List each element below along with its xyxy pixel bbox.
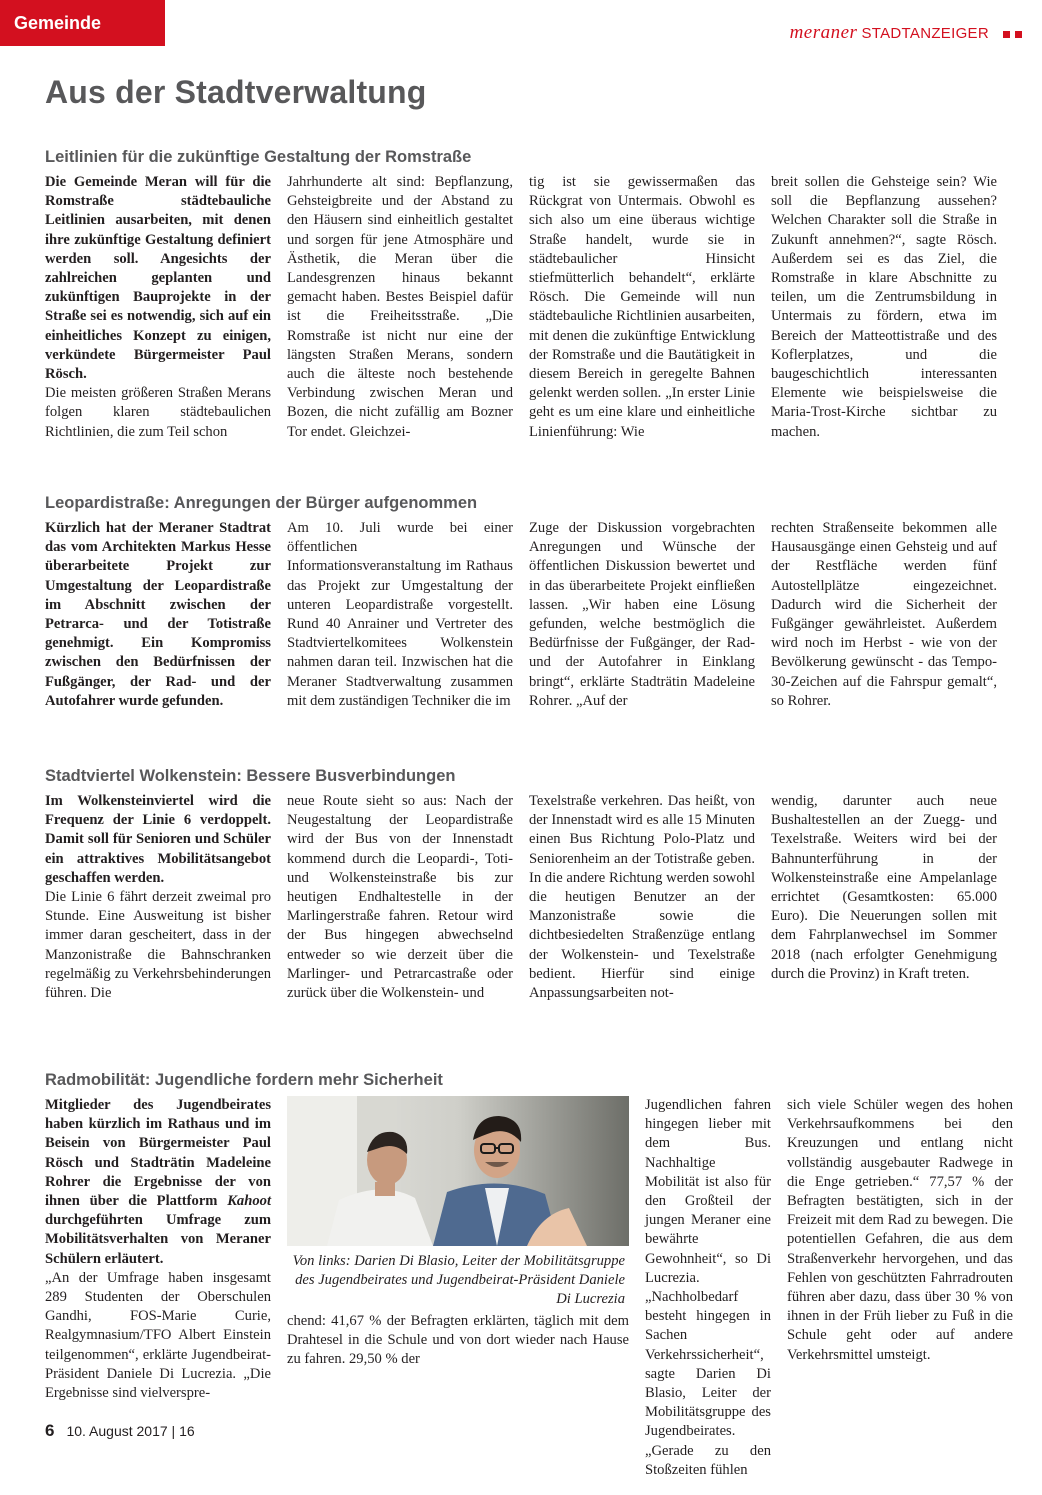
column-4 [771, 173, 997, 442]
column-1 [45, 519, 271, 711]
article-body: Am 10. Juli wurde bei einer öffentlichen Informationsveranstaltung im Rathaus das Projekt zur Umgestaltung der unteren Leopardistraße vorgestellt. Rund 40 Anrainer und Vertreter des Stadtviertelkomitees Wolkenstein nahmen daran teil. Inzwischen hat die Meraner Stadtverwaltung zusammen mit dem zuständigen Techniker die im [287, 520, 513, 709]
photo-two-young-men [287, 1096, 629, 1246]
platform-name: Kahoot [227, 1193, 271, 1210]
article-lead: Kürzlich hat der Meraner Stadtrat das vom Architekten Markus Hesse überarbeitete Projekt zur Umgestaltung der Leopardistraße im Abschnitt zwischen der Petrarca- und der Totistraße genehmigt. Ein Kompromiss zwischen den Bedürfnissen der Fußgänger, der Rad- und der Autofahrer wurde gefunden. [45, 520, 271, 709]
article-body: Zuge der Diskussion vorgebrachten Anregungen und Wünsche der öffentlichen Diskussion bewertet und in das überarbeitete Projekt einfließen lassen. „Wir haben eine Lösung gefunden, welche bestmöglich die Bedürfnisse der Fußgänger, der Rad- und der Autofahrer in Einklang bringt“, erklärte Stadträtin Madeleine Rohrer. „Auf der [529, 520, 755, 709]
article-body: breit sollen die Gehsteige sein? Wie soll die Bepflanzung aussehen? Welchen Charakter soll die Straße in Zukunft annehmen?“, sagte Rösch. Außerdem sei es das Ziel, die Romstraße in klare Abschnitte zu teilen, um die Zentrumsbildung in Untermais zu fördern, etwa im Bereich der Matteottistraße und des Koflerplatzes, und die baugeschichtlich interessanten Elemente wie beispielsweise die Maria-Trost-Kirche sichtbar zu machen. [771, 174, 997, 440]
brand-square-icon [1003, 31, 1010, 38]
article-body: Jahrhunderte alt sind: Bepflanzung, Gehsteigbreite und der Abstand zu den Häusern sind einheitlich gestaltet und sorgen für jene Atmosphäre und Ästhetik, die Meran über die Landesgrenzen hinaus bekannt gemacht haben. Bestes Beispiel dafür ist die Freiheitsstraße. „Die Romstraße ist nicht nur eine der längsten Straßen Merans, sondern auch die älteste noch bestehende Verbindung zwischen Meran und Bozen, die nicht zufällig am Bozner Tor endet. Gleichzei- [287, 174, 513, 440]
article-lead: Mitglieder des Jugendbeirates haben kürzlich im Rathaus und im Beisein von Bürgermeister Paul Rösch und Stadträtin Madeleine Rohrer die Ergebnisse der von ihnen über die Plattform Kahoot durchgeführten Umfrage zum Mobilitätsverhalten von Meraner Schülern erläutert. [45, 1097, 271, 1267]
column-2 [287, 173, 513, 442]
column-3 [529, 519, 755, 711]
column-2 [287, 519, 513, 711]
brand-script: meraner [789, 22, 858, 43]
article-title: Radmobilität: Jugendliche fordern mehr Sicherheit [45, 1071, 443, 1089]
article-body: tig ist sie gewissermaßen das Rückgrat von Untermais. Obwohl es sich also um eine überaus wichtige Straße handelt, wurde sie in städtebaulicher Hinsicht stiefmütterlich behandelt“, erklärte Rösch. Die Gemeinde will nun städtebauliche Richtlinien ausarbeiten, mit denen die zukünftige Entwicklung der Romstraße und die Bautätigkeit in diesem Bereich in geregelte Bahnen gelenkt werden sollen. „In erster Linie geht es um eine klare und einheitliche Linienführung: Wie [529, 174, 755, 440]
photo-column [287, 1096, 629, 1480]
article-body: Die meisten größeren Straßen Merans folgen klaren städtebaulichen Richtlinien, die zum Teil schon [45, 385, 271, 440]
article-body: chend: 41,67 % der Befragten erklärten, täglich mit dem Drahtesel in die Schule und von dort wieder nach Hause zu fahren. 29,50 % der [287, 1312, 629, 1368]
article-body: Texelstraße verkehren. Das heißt, von der Innenstadt wird es alle 15 Minuten einen Bus Richtung Polo-Platz und Seniorenheim an der Totistraße geben. In die andere Richtung werden sowohl die heutigen Benutzer an der Manzonistraße sowie die dichtbesiedelten Straßenzüge entlang der Wolkenstein- und Texelstraße bedient. Hierfür sind einige Anpassungsarbeiten not- [529, 793, 755, 1002]
page-number: 6 [45, 1421, 55, 1440]
article-leopardistrasse [45, 494, 999, 711]
column-3 [529, 792, 755, 1003]
article-wolkenstein [45, 767, 999, 1003]
article-body: wendig, darunter auch neue Bushaltestellen an der Zuegg- und Texelstraße. Weiters wird bei der Bahnunterführung in der Wolkensteinstraße eine Ampelanlage errichtet (Gesamtkosten: 65.000 Euro). Die Neuerungen sollen mit dem Fahrplanwechsel im Sommer 2018 (nach erfolgter Genehmigung durch die Provinz) in Kraft treten. [771, 793, 997, 982]
page-title: Aus der Stadtverwaltung [45, 74, 427, 110]
issue-date: 10. August 2017 | 16 [66, 1423, 195, 1439]
article-body: „An der Umfrage haben insgesamt 289 Studenten der Oberschulen Gandhi, FOS-Marie Curie, Realgymnasium/TFO Albert Einstein teilgenommen“, erklärte Jugendbeirat-Präsident Daniele Di Lucrezia. „Die Ergebnisse sind vielverspre- [45, 1269, 271, 1402]
article-romstrasse [45, 148, 999, 442]
column-1 [45, 792, 271, 1003]
column-2 [287, 792, 513, 1003]
page-footer [45, 1421, 195, 1441]
brand-caps: STADTANZEIGER [861, 25, 989, 42]
article-body: Jugendlichen fahren hingegen lieber mit dem Bus. Nachhaltige Mobilität ist also für den Großteil der jungen Meraner eine bewährte Gewohnheit“, so Di Lucrezia. „Nachholbedarf besteht hingegen in Sachen Verkehrssicherheit“, sagte Darien Di Blasio, Leiter der Mobilitätsgruppe des Jugendbeirates. „Gerade zu den Stoßzeiten fühlen [645, 1097, 771, 1478]
article-title: Leopardistraße: Anregungen der Bürger aufgenommen [45, 494, 478, 512]
photo-caption: Von links: Darien Di Blasio, Leiter der Mobilitätsgruppe des Jugendbeirates und Jugendbeirat-Präsident Daniele Di Lucrezia [292, 1253, 625, 1308]
column-4 [771, 519, 997, 711]
publication-logo [790, 22, 1022, 44]
article-lead: Im Wolkensteinviertel wird die Frequenz der Linie 6 verdoppelt. Damit soll für Senioren und Schüler ein attraktives Mobilitätsangebot geschaffen werden. [45, 793, 271, 886]
column-3 [645, 1096, 771, 1480]
brand-square-icon [1015, 31, 1022, 38]
article-body: sich viele Schüler wegen des hohen Verkehrsaufkommens bei den Kreuzungen und entlang nicht vollständig ausgebauter Radwege in die Enge getrieben.“ 77,57 % der Befragten bestätigten, sich in der Freizeit mit dem Rad zu bewegen. Die potentiellen Gefahren, die aus dem Straßenverkehr hervorgehen, und das Fehlen von geschützten Fahrradrouten führen aber dazu, dass über 30 % von ihnen in der Früh lieber zu Fuß in die Schule geht oder auf andere Verkehrsmittel umsteigt. [787, 1097, 1013, 1363]
article-lead: Die Gemeinde Meran will für die Romstraße städtebauliche Leitlinien ausarbeiten, mit denen ihre zukünftige Gestaltung definiert werden soll. Angesichts der zahlreichen geplanten und zukünftigen Bauprojekte in der Straße sei es notwendig, sich auf ein einheitliches Konzept zu einigen, verkündete Bürgermeister Paul Rösch. [45, 174, 271, 383]
article-title: Stadtviertel Wolkenstein: Bessere Busverbindungen [45, 767, 456, 785]
article-body: neue Route sieht so aus: Nach der Neugestaltung der Leopardistraße wird der Bus von der Innenstadt kommend durch die Leopardi-, Toti- und Wolkensteinstraße bis zur heutigen Endhaltestelle in der Marlingerstraße fahren. Retour wird der Bus hingegen abwechselnd entweder so wie derzeit über die Marlinger- und Petrarcastraße oder zurück über die Wolkenstein- und [287, 793, 513, 1002]
article-title: Leitlinien für die zukünftige Gestaltung der Romstraße [45, 148, 472, 166]
article-body: Die Linie 6 fährt derzeit zweimal pro Stunde. Eine Ausweitung ist bisher immer daran gescheitert, dass in der Manzonistraße die Bahnschranken regelmäßig zu Verkehrsbehinderungen führen. Die [45, 889, 271, 1002]
article-radmobilitaet [45, 1071, 1013, 1480]
article-body: rechten Straßenseite bekommen alle Hausausgänge einen Gehsteig und auf der Restfläche werden fünf Autostellplätze eingezeichnet. Dadurch wird die Sicherheit der Fußgänger gewährleistet. Außerdem wird noch im Herbst - wie von der Bevölkerung gewünscht - das Tempo-30-Zeichen auf die Fahrspur gemalt“, so Rohrer. [771, 520, 997, 709]
column-1 [45, 173, 271, 442]
column-4 [771, 792, 997, 1003]
section-tab: Gemeinde [0, 0, 165, 46]
column-4 [787, 1096, 1013, 1480]
column-3 [529, 173, 755, 442]
